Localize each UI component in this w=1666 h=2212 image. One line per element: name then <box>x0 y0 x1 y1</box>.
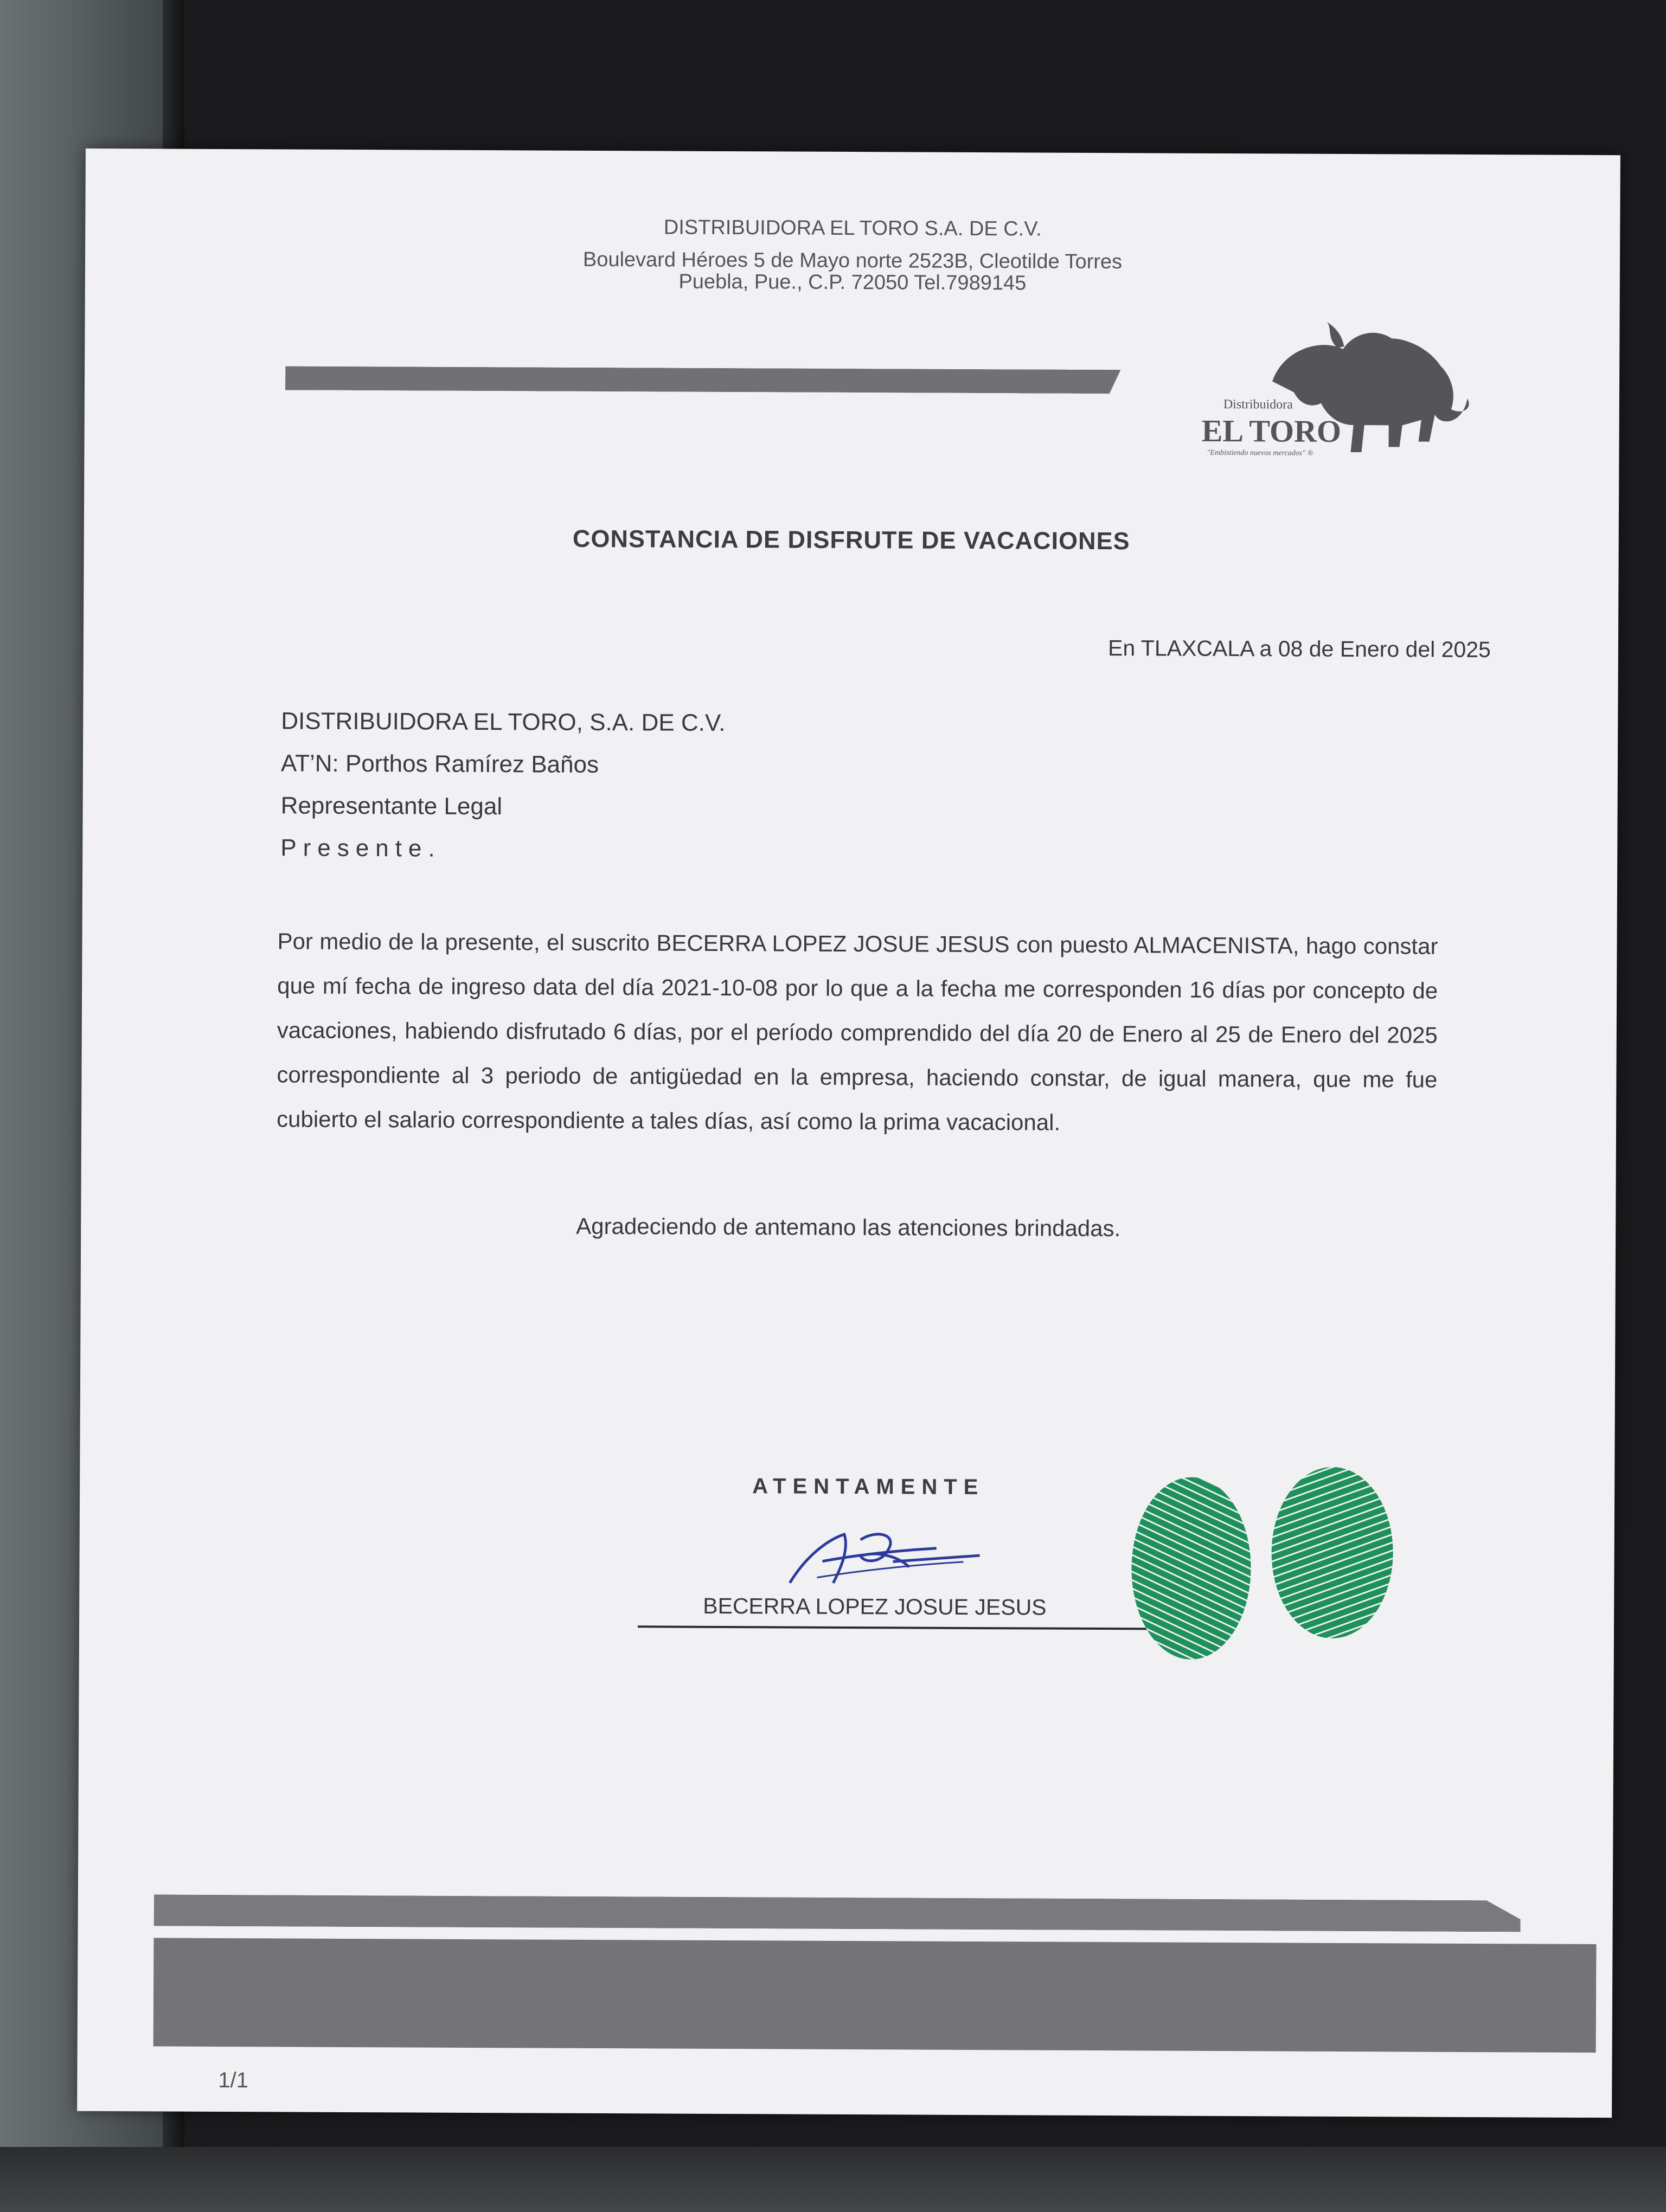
closing-line: Agradeciendo de antemano las atenciones brindadas. <box>576 1213 1121 1242</box>
recipient-attention: AT’N: Porthos Ramírez Baños <box>280 750 599 778</box>
recipient-company: DISTRIBUIDORA EL TORO, S.A. DE C.V. <box>281 708 726 736</box>
footer-stripe-bottom <box>153 1938 1597 2053</box>
letter-page <box>77 149 1620 2118</box>
logo-small-text: Distribuidora <box>1223 397 1293 412</box>
footer-stripe-top <box>154 1894 1521 1932</box>
handwritten-signature <box>784 1517 991 1600</box>
signer-name: BECERRA LOPEZ JOSUE JESUS <box>703 1593 1047 1620</box>
company-name: DISTRIBUIDORA EL TORO S.A. DE C.V. <box>663 216 1042 241</box>
atentamente-label: ATENTAMENTE <box>752 1474 985 1500</box>
logo-brand: EL TORO <box>1201 413 1342 449</box>
document-title: CONSTANCIA DE DISFRUTE DE VACACIONES <box>572 524 1130 555</box>
el-toro-logo <box>1147 316 1473 458</box>
left-fingerprint <box>1126 1470 1257 1666</box>
right-fingerprint <box>1267 1460 1398 1645</box>
header-stripe <box>285 366 1093 394</box>
company-address-line1: Boulevard Héroes 5 de Mayo norte 2523B, Cleotilde Torres <box>582 248 1123 274</box>
desk-background-bottom <box>0 2147 1666 2212</box>
page-number: 1/1 <box>218 2068 249 2093</box>
date-line: En TLAXCALA a 08 de Enero del 2025 <box>1107 635 1491 663</box>
signature-line <box>638 1625 1148 1630</box>
logo-tagline: "Embistiendo nuevos mercados" ® <box>1207 448 1313 458</box>
company-address-line2: Puebla, Pue., C.P. 72050 Tel.7989145 <box>678 270 1027 295</box>
letter-body: Por medio de la presente, el suscrito BECERRA LOPEZ JOSUE JESUS con puesto ALMACENISTA, hago constar que mí fecha de ingreso data del día 2021-10-08 por lo que a la fecha me corresponden 16 días por concepto de vacaciones, habiendo disfrutado 6 días, por el período comprendido del día 20 de Enero al 25 de Enero del 2025 correspondiente al 3 periodo de antigüedad en la empresa, haciendo constar, de igual manera, que me fue cubierto el salario correspondiente a tales días, así como la prima vacacional. <box>277 928 1438 1135</box>
recipient-role: Representante Legal <box>280 792 503 820</box>
recipient-presente: Presente. <box>280 834 441 862</box>
